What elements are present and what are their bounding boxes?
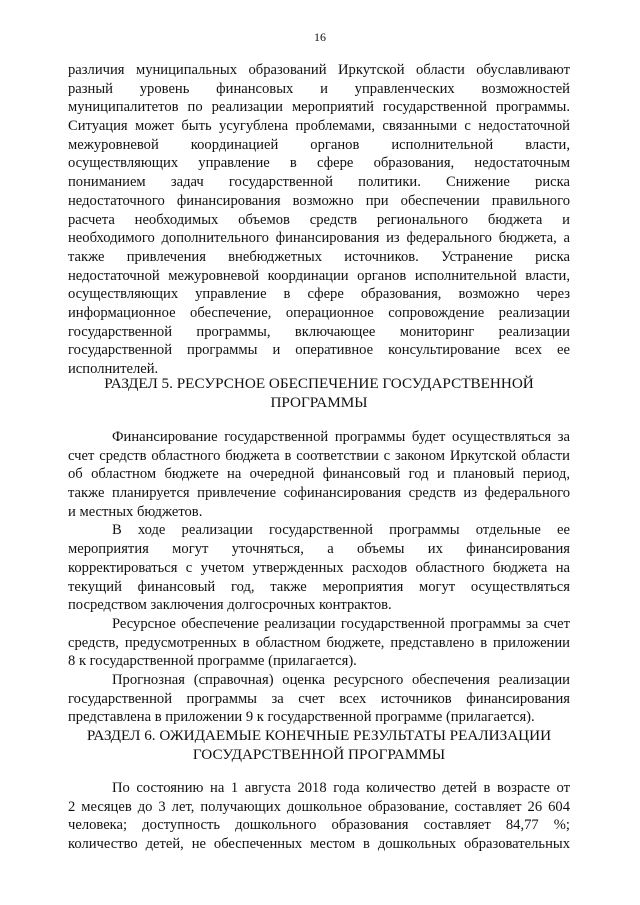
heading-line: РАЗДЕЛ 5. РЕСУРСНОЕ ОБЕСПЕЧЕНИЕ ГОСУДАРСТВЕННОЙ: [104, 375, 534, 392]
section-5-heading: [68, 375, 570, 412]
text-line: количество детей, не обеспеченных местом в дошкольных образовательных: [68, 836, 570, 853]
text-line: осуществляющих управление в сфере образования, возможно через: [68, 286, 570, 303]
text-line: В ходе реализации государственной программы отдельные ее: [112, 522, 570, 539]
text-line: исполнителей.: [68, 361, 159, 377]
text-line: 2 месяцев до 3 лет, получающих дошкольное образование, составляет 26 604: [68, 798, 570, 815]
text-line: представлена в приложении 9 к государственной программе (прилагается).: [68, 709, 535, 726]
heading-line: РАЗДЕЛ 6. ОЖИДАЕМЫЕ КОНЕЧНЫЕ РЕЗУЛЬТАТЫ РЕАЛИЗАЦИИ: [86, 727, 552, 744]
text-line: корректироваться с учетом утвержденных расходов областного бюджета на: [68, 559, 570, 576]
text-line: По состоянию на 1 августа 2018 года количество детей в возрасте от: [112, 780, 570, 796]
text-line: недостаточной межуровневой координации органов исполнительной власти,: [68, 267, 570, 284]
text-line: осуществляющих управление в сфере образования, недостаточным: [68, 155, 570, 172]
text-line: также привлечения внебюджетных источников. Устранение риска: [68, 248, 570, 265]
text-line: государственной программы за счет всех источников финансирования: [68, 690, 570, 707]
text-line: разный уровень финансовых и управленческих возможностей: [68, 80, 570, 97]
text-line: государственной программы, включающее мониторинг реализации: [68, 323, 570, 340]
section-6-body: [68, 779, 570, 854]
text-line: межуровневой координацией органов исполнительной власти,: [68, 136, 570, 153]
text-line: муниципалитетов по реализации мероприятий государственной программы.: [68, 99, 570, 116]
text-line: расчета необходимых объемов средств регионального бюджета и: [68, 211, 570, 228]
text-line: счет средств областного бюджета в соответствии с законом Иркутской области: [68, 447, 570, 464]
text-line: 8 к государственной программе (прилагается).: [68, 653, 357, 670]
section-5-body: [68, 428, 570, 727]
heading-line: ГОСУДАРСТВЕННОЙ ПРОГРАММЫ: [192, 745, 446, 763]
text-line: Финансирование государственной программы будет осуществляться за: [112, 429, 570, 445]
text-line: государственной программы и оперативное консультирование всех ее: [68, 342, 570, 359]
text-line: текущий финансовый год, также мероприятия могут осуществляться: [68, 578, 570, 595]
section-6-heading: [68, 727, 570, 764]
paragraph-risks: [68, 61, 570, 379]
page-number: 16: [314, 30, 326, 44]
text-line: и местных бюджетов.: [68, 503, 203, 520]
heading-line: ПРОГРАММЫ: [270, 393, 368, 411]
text-line: недостаточного финансирования возможно при обеспечении правильного: [68, 192, 570, 209]
text-line: различия муниципальных образований Иркутской области обуславливают: [68, 62, 570, 78]
text-line: посредством заключения долгосрочных контрактов.: [68, 597, 392, 614]
text-line: Ресурсное обеспечение реализации государственной программы за счет: [112, 615, 570, 632]
text-line: об областном бюджете на очередной финансовый год и плановый период,: [68, 466, 570, 483]
text-line: средств, предусмотренных в областном бюджете, представлено в приложении: [68, 634, 570, 651]
text-line: информационное обеспечение, операционное сопровождение реализации: [68, 304, 570, 321]
text-line: пониманием задач государственной политики. Снижение риска: [68, 174, 570, 191]
text-line: Прогнозная (справочная) оценка ресурсного обеспечения реализации: [112, 671, 570, 688]
text-line: Ситуация может быть усугублена проблемами, связанными с недостаточной: [68, 118, 570, 135]
text-line: мероприятия могут уточняться, а объемы их финансирования: [68, 541, 570, 558]
text-line: необходимого дополнительного финансирования из федерального бюджета, а: [68, 230, 570, 247]
text-line: также планируется привлечение софинансирования средств из федерального: [68, 485, 570, 502]
text-line: человека; доступность дошкольного образования составляет 84,77 %;: [68, 817, 570, 834]
